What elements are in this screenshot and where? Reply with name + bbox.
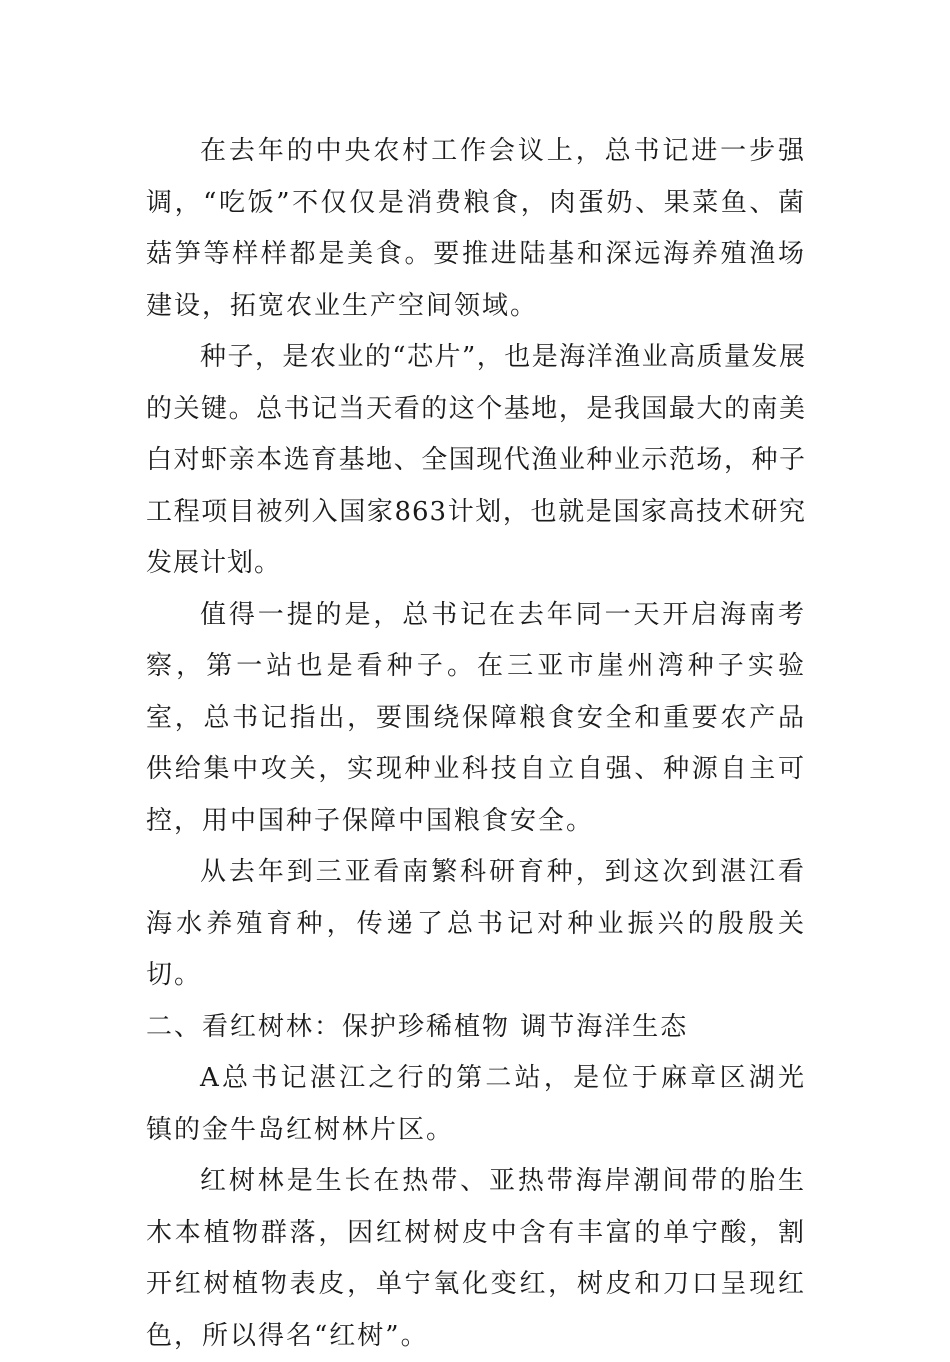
- paragraph-hainan-inspection: 值得一提的是，总书记在去年同一天开启海南考察，第一站也是看种子。在三亚市崖州湾种子实验室，总书记指出，要围绕保障粮食安全和重要农产品供给集中攻关，实现种业科技自立自强、种源自主可控，用中国种子保障中国粮食安全。: [146, 599, 806, 836]
- paragraph-mangrove-definition: 红树林是生长在热带、亚热带海岸潮间带的胎生木本植物群落，因红树树皮中含有丰富的单宁酸，割开红树植物表皮，单宁氧化变红，树皮和刀口呈现红色，所以得名“红树”。: [146, 1166, 806, 1351]
- paragraph-rural-work-conference: 在去年的中央农村工作会议上，总书记进一步强调，“吃饭”不仅仅是消费粮食，肉蛋奶、果菜鱼、菌菇笋等样样都是美食。要推进陆基和深远海养殖渔场建设，拓宽农业生产空间领域。: [146, 136, 806, 321]
- paragraph-second-stop: A总书记湛江之行的第二站，是位于麻章区湖光镇的金牛岛红树林片区。: [146, 1063, 806, 1145]
- paragraph-seed-chip: 种子，是农业的“芯片”，也是海洋渔业高质量发展的关键。总书记当天看的这个基地，是我国最大的南美白对虾亲本选育基地、全国现代渔业种业示范场，种子工程项目被列入国家863计划，也就是国家高技术研究发展计划。: [146, 342, 806, 578]
- paragraph-seed-industry-concern: 从去年到三亚看南繁科研育种，到这次到湛江看海水养殖育种，传递了总书记对种业振兴的殷殷关切。: [146, 857, 806, 990]
- section-heading-mangroves: 二、看红树林：保护珍稀植物 调节海洋生态: [146, 1011, 689, 1042]
- document-body: [146, 126, 806, 1362]
